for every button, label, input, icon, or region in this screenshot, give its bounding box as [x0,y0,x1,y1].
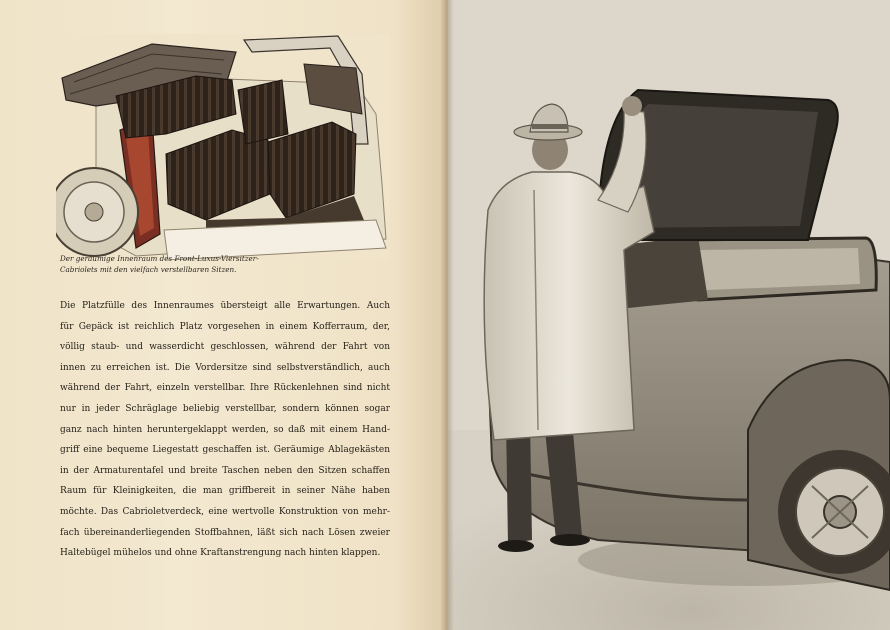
body-line: Haltebügel mühelos und ohne Kraftanstrengung nach hinten klappen. [60,548,381,559]
body-line: völlig staub- und wasserdicht geschlossen, während der Fahrt von [60,342,390,353]
body-line: in der Armaturentafel und breite Taschen neben den Sitzen schaffen [60,465,390,476]
photo-caption [60,254,360,275]
man-at-trunk-illustration [448,0,890,630]
body-paragraph [60,296,390,564]
body-line: möchte. Das Cabrioletverdeck, eine wertvolle Konstruktion von mehr- [60,506,390,517]
body-line: während der Fahrt, einzeln verstellbar. Ihre Rückenlehnen sind nicht [60,383,390,394]
body-line: ganz nach hinten heruntergeklappt werden, so daß mit einem Hand- [60,424,390,435]
body-line: für Gepäck ist reichlich Platz vorgesehen in einem Kofferraum, der, [60,321,390,332]
body-line: innen zu erreichen ist. Die Vordersitze sind selbstverständlich, auch [60,362,390,373]
body-line: Die Platzfülle des Innenraumes übersteigt alle Erwartungen. Auch [60,301,390,311]
body-line: fach übereinanderliegenden Stoffbahnen, läßt sich nach Lösen zweier [60,527,390,538]
caption-line: Der geräumige Innenraum des Front-Luxus-Viersitzer- [60,254,259,263]
body-line: Raum für Kleinigkeiten, die man griffbereit in seiner Nähe haben [60,486,390,497]
cabriolet-interior-photo [56,34,390,260]
body-line: nur in jeder Schräglage beliebig verstellbar, sondern können sogar [60,403,390,414]
book-gutter [440,0,454,630]
caption-line: Cabriolets mit den vielfach verstellbaren Sitzen. [60,264,237,274]
body-line: griff eine bequeme Liegestatt geschaffen ist. Geräumige Ablagekästen [60,445,390,456]
right-page [448,0,890,630]
